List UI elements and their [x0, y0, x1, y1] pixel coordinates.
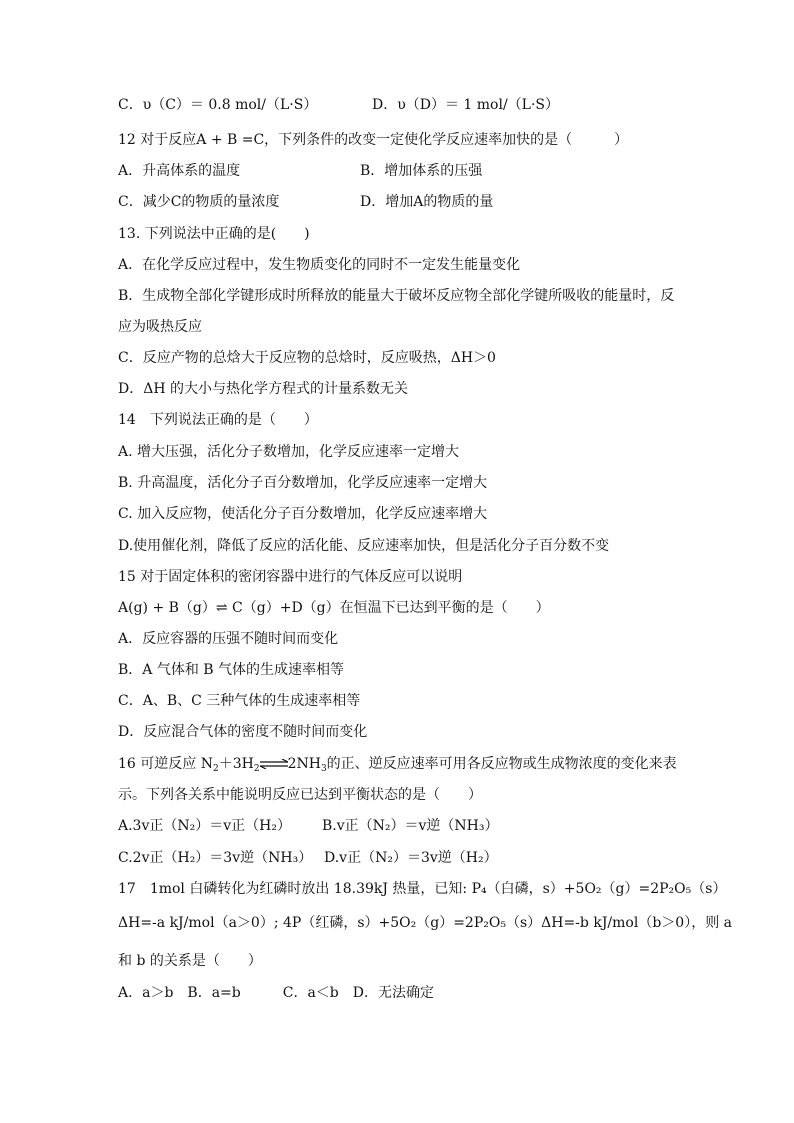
q14-option-c: C. 加入反应物，使活化分子百分数增加，化学反应速率增大	[118, 506, 488, 522]
q13-option-c: C．反应产物的总焓大于反应物的总焓时，反应吸热，ΔH＞0	[118, 350, 496, 366]
q15-option-d: D．反应混合气体的密度不随时间而变化	[118, 724, 368, 740]
q17-stem-line2: ΔH=-a kJ/mol（a＞0）; 4P（红磷，s）+5O₂（g）=2P₂O₅（s）ΔH=-b kJ/mol（b＞0），则 a	[118, 915, 732, 931]
q12-option-b: B．增加体系的压强	[360, 163, 483, 179]
q16-option-a: A.3v正（N₂）＝v正（H₂）	[118, 818, 291, 834]
q15-stem-line1: 15 对于固定体积的密闭容器中进行的气体反应可以说明	[118, 569, 463, 585]
q12-option-c: C．减少C的物质的量浓度	[118, 194, 280, 210]
q15-option-a: A．反应容器的压强不随时间而变化	[118, 631, 339, 647]
q12-option-d: D．增加A的物质的量	[360, 194, 494, 210]
q15-option-c: C．A、B、C 三种气体的生成速率相等	[118, 693, 361, 709]
q17-stem-line1: 17 1mol 白磷转化为红磷时放出 18.39kJ 热量，已知: P₄（白磷，s）+5O₂（g）=2P₂O₅（s）	[118, 881, 727, 897]
q14-option-b: B. 升高温度，活化分子百分数增加，化学反应速率一定增大	[118, 475, 488, 491]
q16-stem-line2: 示。下列各关系中能说明反应已达到平衡状态的是（ ）	[118, 787, 482, 803]
equilibrium-arrow-icon	[260, 759, 288, 769]
q11-options-cd	[118, 96, 317, 114]
q14-option-a: A. 增大压强，活化分子数增加，化学反应速率一定增大	[118, 444, 460, 460]
q14-stem: 14 下列说法正确的是（ ）	[118, 412, 318, 428]
q16-option-d: D.v正（N₂）＝3v逆（H₂）	[324, 850, 498, 866]
q16-stem-line1: 16 可逆反应 $N_2+3H_2$ $2NH_3$的正、逆反应速率可用各反应物或生成物浓度的变化来表	[118, 756, 677, 774]
q13-option-b-line2: 应为吸热反应	[118, 319, 202, 335]
q11-option-d: D．υ（D）＝ 1 mol/（L·S）	[372, 97, 560, 113]
q16-option-b: B.v正（N₂）＝v逆（NH₃）	[322, 818, 499, 834]
q13-option-d: D．ΔH 的大小与热化学方程式的计量系数无关	[118, 381, 408, 397]
q12-option-a: A．升高体系的温度	[118, 163, 241, 179]
q14-option-d: D.使用催化剂，降低了反应的活化能、反应速率加快，但是活化分子百分数不变	[118, 538, 610, 554]
q15-stem-line2: A(g) + B（g）⇌ C（g）+D（g）在恒温下已达到平衡的是（ ）	[118, 600, 550, 616]
q17-stem-line3: 和 b 的关系是（ ）	[118, 953, 262, 969]
q11-option-c: C．υ（C）＝ 0.8 mol/（L·S）	[118, 97, 318, 113]
q16-option-c: C.2v正（H₂）＝3v逆（NH₃）	[118, 850, 313, 866]
q17-options: A．a＞b B．a=b C．a＜b D．无法确定	[118, 985, 434, 1001]
q13-option-b-line1: B．生成物全部化学键形成时所释放的能量大于破坏反应物全部化学键所吸收的能量时，反	[118, 288, 675, 304]
q15-option-b: B．A 气体和 B 气体的生成速率相等	[118, 662, 345, 678]
q13-option-a: A．在化学反应过程中，发生物质变化的同时不一定发生能量变化	[118, 257, 521, 273]
q13-stem: 13. 下列说法中正确的是( )	[118, 226, 310, 242]
q12-stem: 12 对于反应A + B =C，下列条件的改变一定使化学反应速率加快的是（ ）	[118, 132, 629, 148]
